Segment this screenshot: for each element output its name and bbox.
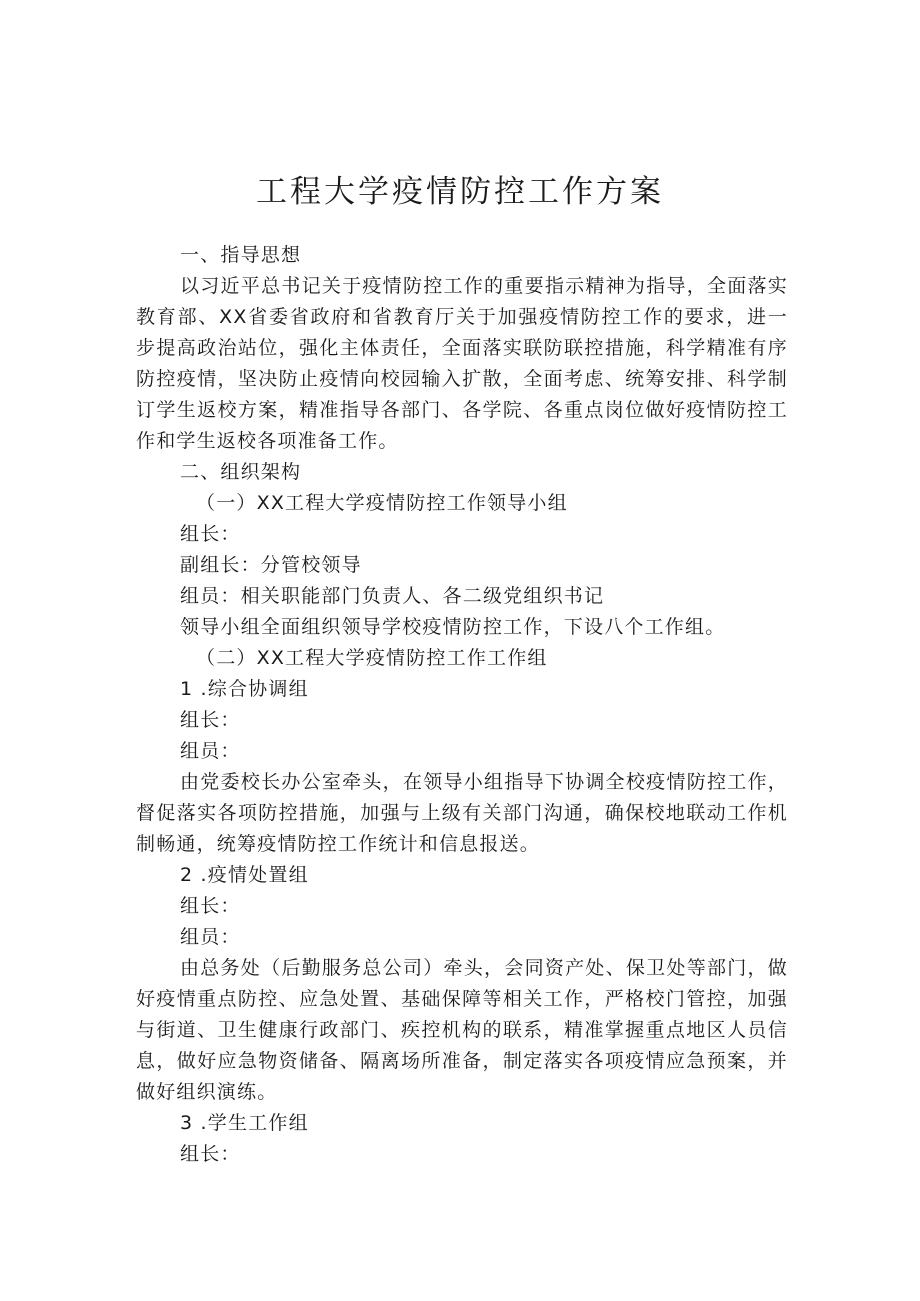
- student-work-leader-line: 组长：: [180, 1143, 241, 1165]
- coordination-description: 由党委校长办公室牵头，在领导小组指导下协调全校疫情防控工作，督促落实各项防控措施，加强与上级有关部门沟通，确保校地联动工作机制畅通，统筹疫情防控工作统计和信息报送。: [136, 771, 788, 855]
- group-heading-coordination: 1 .综合协调组: [180, 678, 309, 700]
- group-heading-student-work: 3 .学生工作组: [180, 1112, 309, 1134]
- leader-line: 组长：: [180, 523, 241, 545]
- members-line: 组员：相关职能部门负责人、各二级党组织书记: [180, 585, 605, 607]
- leading-group-description: 领导小组全面组织领导学校疫情防控工作，下设八个工作组。: [180, 616, 726, 638]
- coordination-leader-line: 组长：: [180, 709, 241, 731]
- document-title: 工程大学疫情防控工作方案: [256, 174, 664, 210]
- document-body: [136, 240, 788, 1170]
- coordination-members-line: 组员：: [180, 740, 241, 762]
- epidemic-handling-leader-line: 组长：: [180, 895, 241, 917]
- deputy-leader-line: 副组长：分管校领导: [180, 554, 362, 576]
- epidemic-handling-members-line: 组员：: [180, 926, 241, 948]
- group-heading-epidemic-handling: 2 .疫情处置组: [180, 864, 309, 886]
- subsection-heading-working-groups: （二）XX工程大学疫情防控工作工作组: [196, 647, 548, 669]
- section-heading-guiding-ideology: 一、指导思想: [180, 244, 302, 266]
- section-heading-organization: 二、组织架构: [180, 461, 302, 483]
- epidemic-handling-description: 由总务处（后勤服务总公司）牵头，会同资产处、保卫处等部门，做好疫情重点防控、应急处置、基础保障等相关工作，严格校门管控，加强与街道、卫生健康行政部门、疾控机构的联系，精准掌握重点地区人员信息，做好应急物资储备、隔离场所准备，制定落实各项疫情应急预案，并做好组织演练。: [136, 957, 788, 1103]
- paragraph-guiding-ideology: 以习近平总书记关于疫情防控工作的重要指示精神为指导，全面落实教育部、XX省委省政府和省教育厅关于加强疫情防控工作的要求，进一步提高政治站位，强化主体责任，全面落实联防联控措施，科学精准有序防控疫情，坚决防止疫情向校园输入扩散，全面考虑、统筹安排、科学制订学生返校方案，精准指导各部门、各学院、各重点岗位做好疫情防控工作和学生返校各项准备工作。: [136, 275, 788, 452]
- subsection-heading-leading-group: （一）XX工程大学疫情防控工作领导小组: [196, 492, 568, 514]
